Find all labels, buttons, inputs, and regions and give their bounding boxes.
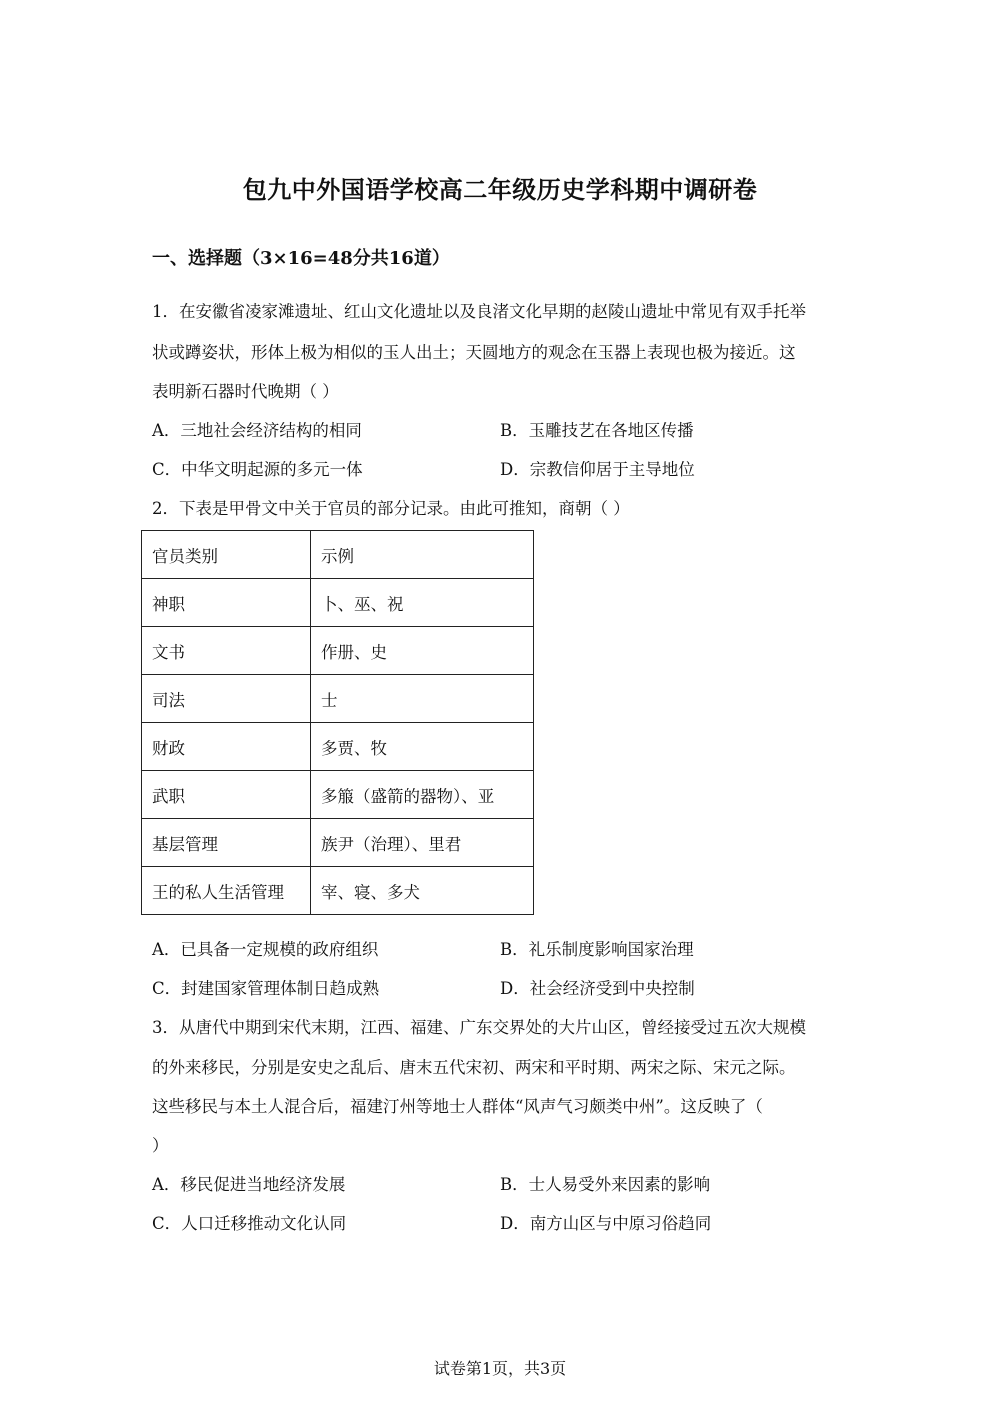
table-cell: 作册、史 [311, 627, 534, 675]
table-cell: 司法 [142, 675, 311, 723]
question-3-option-c: C．人口迁移推动文化认同 [152, 1214, 347, 1233]
page-footer: 试卷第1页，共3页 [433, 1359, 567, 1378]
question-1-line-3: 表明新石器时代晚期（ ） [152, 382, 339, 401]
table-cell: 族尹（治理）、里君 [311, 819, 534, 867]
question-1-option-a: A．三地社会经济结构的相同 [152, 421, 362, 440]
question-2-option-c: C．封建国家管理体制日趋成熟 [152, 979, 380, 998]
table-header-row [142, 531, 534, 579]
table-row [142, 579, 534, 627]
question-1-option-b: B．玉雕技艺在各地区传播 [500, 421, 694, 440]
table-cell: 宰、寝、多犬 [311, 867, 534, 915]
question-1-line-2: 状或蹲姿状，形体上极为相似的玉人出土；天圆地方的观念在玉器上表现也极为接近。这 [152, 343, 796, 362]
table-cell: 多贾、牧 [311, 723, 534, 771]
question-2-stem: 2．下表是甲骨文中关于官员的部分记录。由此可推知，商朝（ ） [152, 499, 630, 518]
table-cell: 基层管理 [142, 819, 311, 867]
table-cell: 多箙（盛箭的器物）、亚 [311, 771, 534, 819]
question-1-option-c: C．中华文明起源的多元一体 [152, 460, 363, 479]
table-cell: 卜、巫、祝 [311, 579, 534, 627]
question-3-option-a: A．移民促进当地经济发展 [152, 1175, 346, 1194]
table-cell: 武职 [142, 771, 311, 819]
question-3-option-d: D．南方山区与中原习俗趋同 [500, 1214, 712, 1233]
question-3-option-b: B．士人易受外来因素的影响 [500, 1175, 711, 1194]
question-2-option-a: A．已具备一定规模的政府组织 [152, 940, 379, 959]
officials-table [141, 530, 534, 915]
table-row [142, 723, 534, 771]
table-row [142, 627, 534, 675]
question-3-line-3: 这些移民与本土人混合后，福建汀州等地士人群体“风声气习颇类中州”。这反映了（ [152, 1097, 763, 1116]
question-3-line-2: 的外来移民，分别是安史之乱后、唐末五代宋初、两宋和平时期、两宋之际、宋元之际。 [152, 1058, 796, 1077]
table-row [142, 771, 534, 819]
table-cell: 士 [311, 675, 534, 723]
table-row [142, 675, 534, 723]
question-2-option-d: D．社会经济受到中央控制 [500, 979, 695, 998]
question-1-line-1: 1．在安徽省凌家滩遗址、红山文化遗址以及良渚文化早期的赵陵山遗址中常见有双手托举 [152, 302, 806, 321]
question-1-option-d: D．宗教信仰居于主导地位 [500, 460, 695, 479]
question-2-option-b: B．礼乐制度影响国家治理 [500, 940, 694, 959]
table-cell: 财政 [142, 723, 311, 771]
table-cell: 文书 [142, 627, 311, 675]
table-cell: 王的私人生活管理 [142, 867, 311, 915]
question-3-line-1: 3．从唐代中期到宋代末期，江西、福建、广东交界处的大片山区，曾经接受过五次大规模 [152, 1018, 806, 1037]
table-cell: 神职 [142, 579, 311, 627]
exam-title: 包九中外国语学校高二年级历史学科期中调研卷 [242, 175, 758, 204]
table-header-cell: 示例 [311, 531, 534, 579]
table-row [142, 867, 534, 915]
table-header-cell: 官员类别 [142, 531, 311, 579]
section-heading: 一、选择题（3×16=48分共16道） [152, 248, 450, 269]
question-3-line-4: ） [152, 1136, 169, 1155]
table-row [142, 819, 534, 867]
